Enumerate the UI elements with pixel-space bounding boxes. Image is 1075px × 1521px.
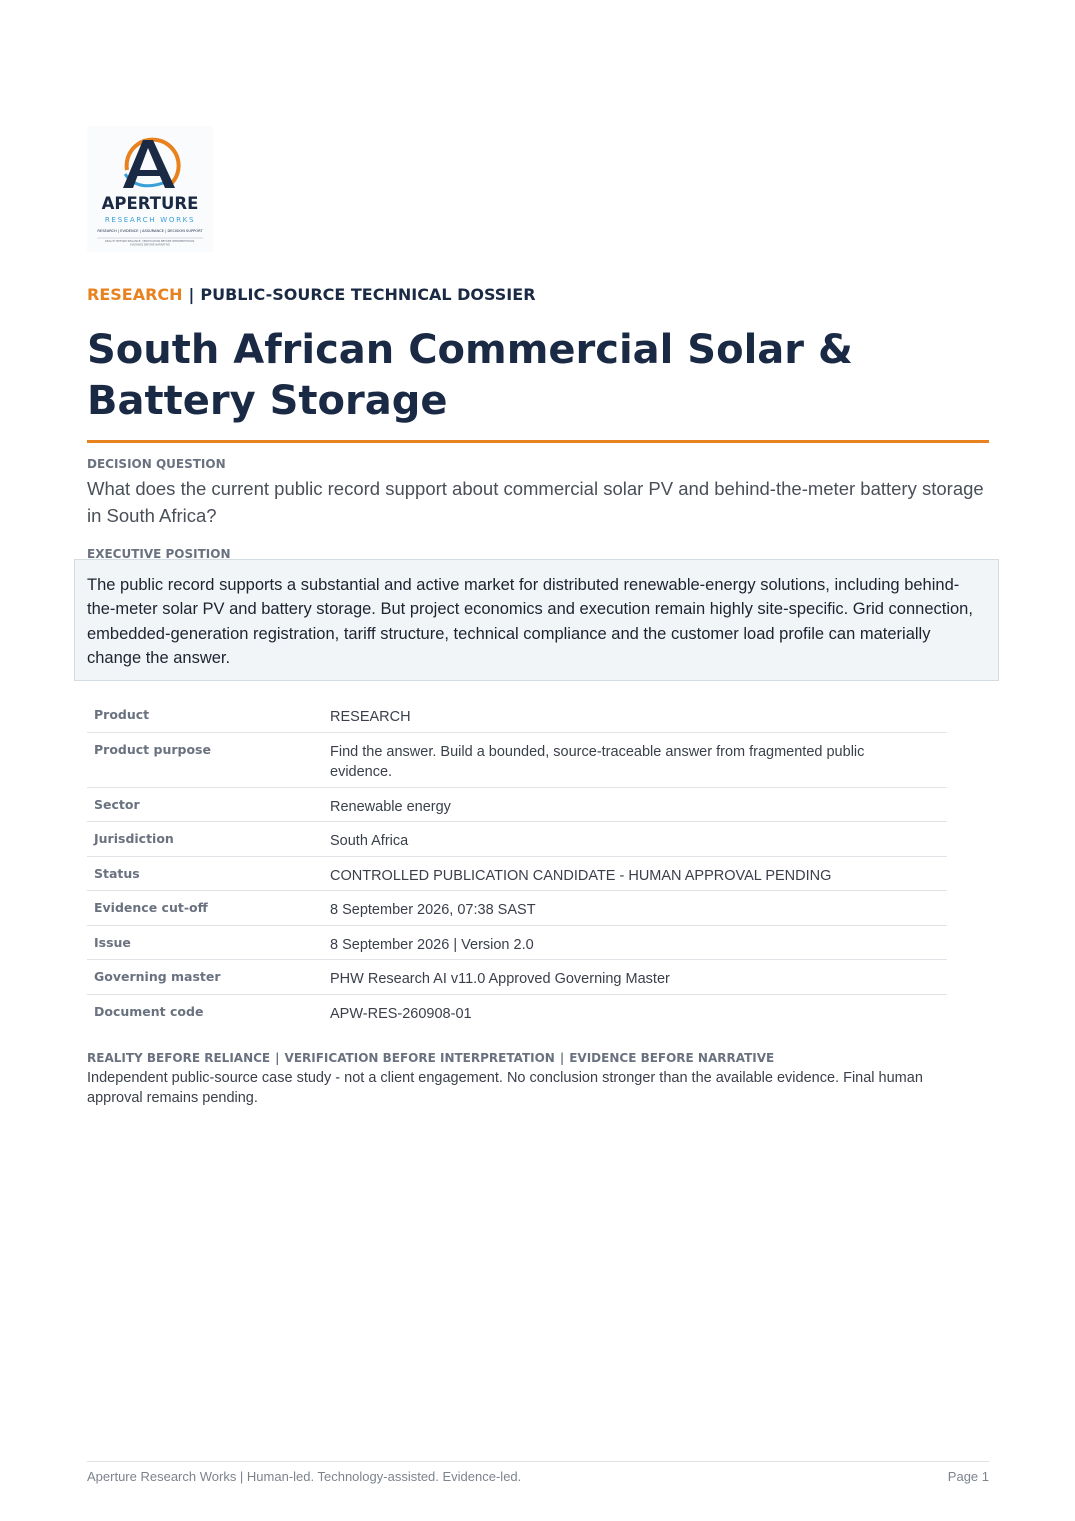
meta-value: 8 September 2026 | Version 2.0 <box>330 925 947 959</box>
meta-value: Find the answer. Build a bounded, source-traceable answer from fragmented public evidence. <box>330 732 947 787</box>
meta-value: South Africa <box>330 821 947 856</box>
principle-item: VERIFICATION BEFORE INTERPRETATION <box>284 1051 555 1065</box>
kicker-separator: | <box>188 285 195 304</box>
page-number: Page 1 <box>947 1469 989 1484</box>
table-row <box>87 698 947 732</box>
meta-key: Sector <box>87 787 330 821</box>
meta-value: PHW Research AI v11.0 Approved Governing Master <box>330 959 947 994</box>
svg-text:EVIDENCE BEFORE NARRATIVE: EVIDENCE BEFORE NARRATIVE <box>130 243 170 247</box>
table-row <box>87 890 947 925</box>
meta-key: Jurisdiction <box>87 821 330 856</box>
title-divider <box>87 440 989 443</box>
meta-value: Renewable energy <box>330 787 947 821</box>
logo-wordmark: APERTURE <box>101 194 199 213</box>
table-row <box>87 856 947 890</box>
case-study-note: Independent public-source case study - not a client engagement. No conclusion stronger than the available evidence. Final human approval remains pending. <box>87 1070 923 1106</box>
document-kicker <box>87 285 536 304</box>
svg-text:REALITY BEFORE RELIANCE, VERIF: REALITY BEFORE RELIANCE, VERIFICATION BEFORE INTERPRETATION, <box>105 240 195 243</box>
meta-key: Status <box>87 856 330 890</box>
meta-key: Evidence cut-off <box>87 890 330 925</box>
svg-text:RESEARCH | EVIDENCE | ASSURANC: RESEARCH | EVIDENCE | ASSURANCE | DECISION SUPPORT <box>97 229 203 233</box>
meta-key: Product <box>87 698 330 732</box>
meta-value: RESEARCH <box>330 698 947 732</box>
meta-value: APW-RES-260908-01 <box>330 1005 472 1022</box>
document-metadata-table <box>87 698 947 1028</box>
principles-line <box>87 1051 774 1065</box>
meta-value: 8 September 2026, 07:38 SAST <box>330 890 947 925</box>
table-row <box>87 925 947 959</box>
decision-question-text: What does the current public record support about commercial solar PV and behind-the-meter battery storage in South Africa? <box>87 478 984 526</box>
table-row <box>87 821 947 856</box>
document-title: South African Commercial Solar & Battery Storage <box>87 327 853 424</box>
kicker-doc-type: PUBLIC-SOURCE TECHNICAL DOSSIER <box>200 285 536 304</box>
footer-tagline: Aperture Research Works | Human-led. Technology-assisted. Evidence-led. <box>87 1469 522 1484</box>
executive-position-text: The public record supports a substantial and active market for distributed renewable-energy solutions, including behind-the-meter solar PV and battery storage. But project economics and execution remain highly site-specific. Grid connection, embedded-generation registration, tariff structure, technical compliance and the customer load profile can materially change the answer. <box>87 576 973 667</box>
decision-question-label: DECISION QUESTION <box>87 457 226 471</box>
principle-separator: | <box>559 1051 565 1065</box>
logo-subtitle: RESEARCH WORKS <box>104 215 196 224</box>
meta-value: CONTROLLED PUBLICATION CANDIDATE - HUMAN APPROVAL PENDING <box>330 856 947 890</box>
table-row <box>87 732 947 787</box>
principle-item: REALITY BEFORE RELIANCE <box>87 1051 271 1065</box>
kicker-product: RESEARCH <box>87 285 183 304</box>
meta-key: Document code <box>94 1003 204 1019</box>
meta-key: Issue <box>87 925 330 959</box>
meta-key: Governing master <box>87 959 330 994</box>
meta-key: Product purpose <box>87 732 330 787</box>
aperture-logo <box>87 126 213 252</box>
table-row <box>87 994 947 1028</box>
principle-separator: | <box>275 1051 280 1065</box>
footer-divider <box>87 1461 989 1462</box>
executive-position-label: EXECUTIVE POSITION <box>87 547 231 559</box>
table-row <box>87 787 947 821</box>
principle-item: EVIDENCE BEFORE NARRATIVE <box>569 1051 775 1065</box>
table-row <box>87 959 947 994</box>
executive-position-box <box>74 559 999 681</box>
